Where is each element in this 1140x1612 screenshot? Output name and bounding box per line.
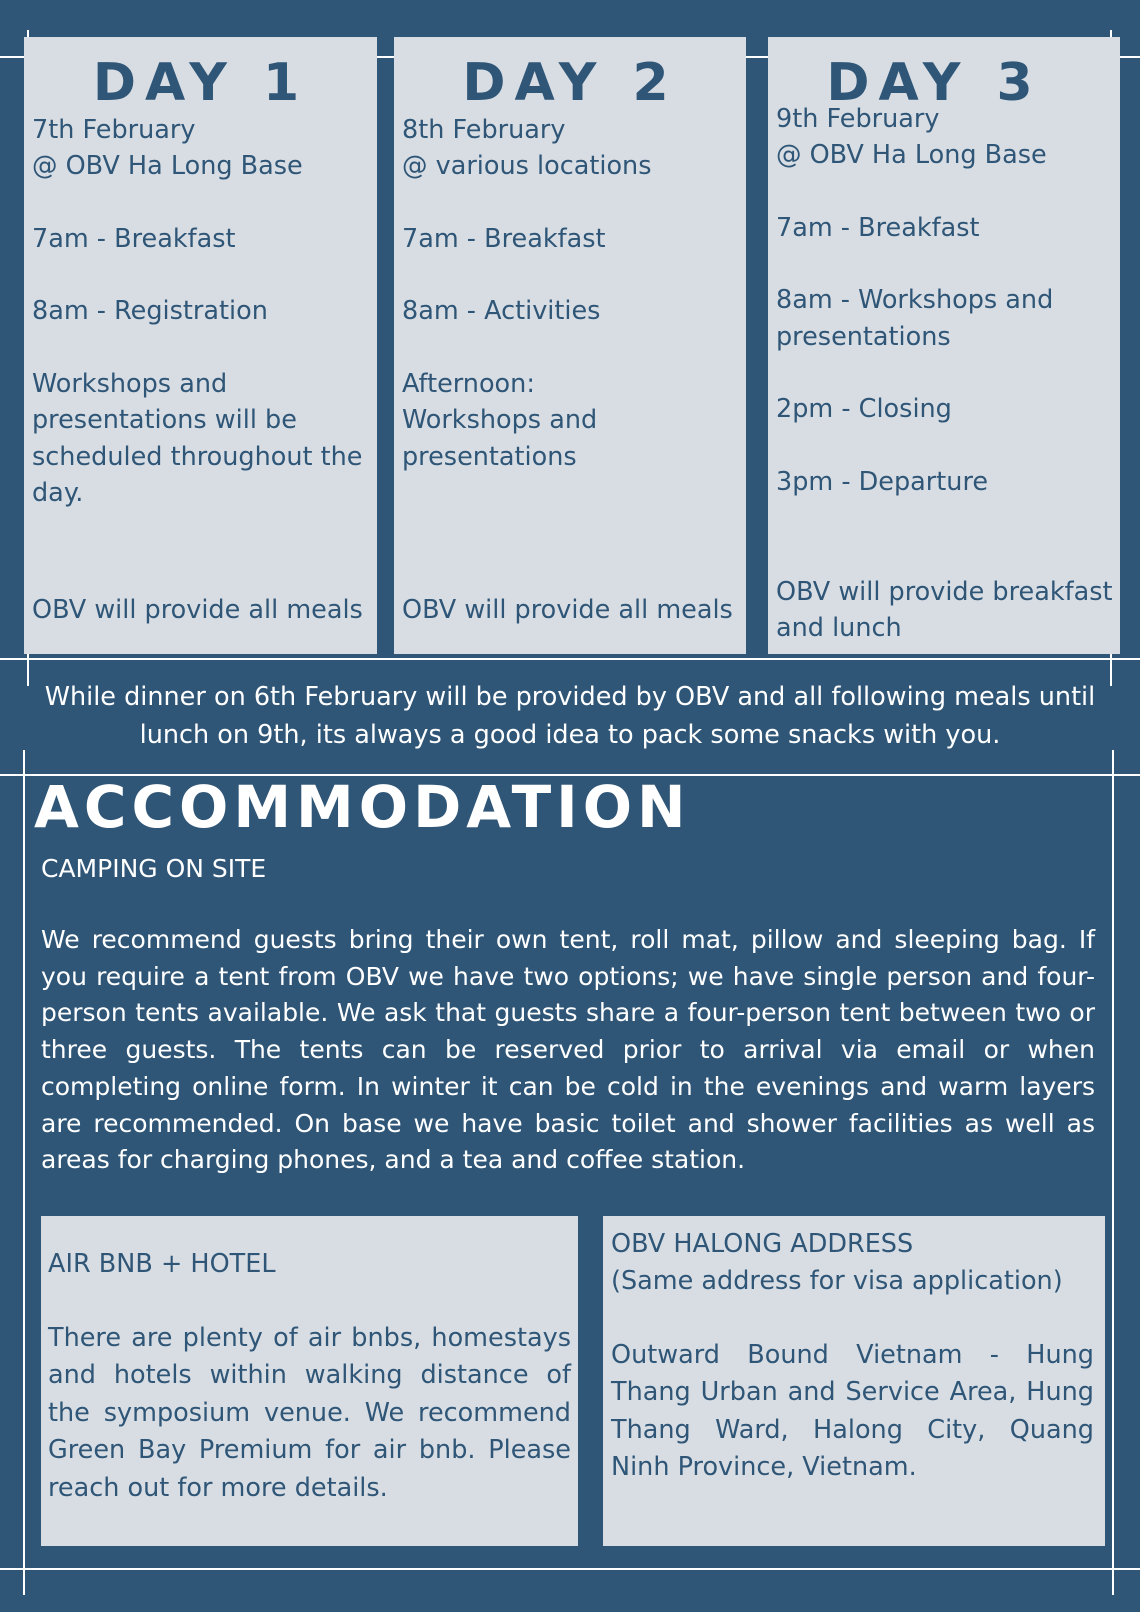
day-3-line: 2pm - Closing — [776, 394, 952, 425]
day-3-schedule — [776, 101, 1114, 500]
address-box — [603, 1216, 1105, 1546]
day-2-title: DAY 2 — [462, 53, 678, 113]
day-2-line: @ various locations — [402, 151, 652, 182]
address-text: Outward Bound Vietnam - Hung Thang Urban and Service Area, Hung Thang Ward, Halong City, Quang Ninh Province, Vietnam. — [611, 1340, 1094, 1483]
meals-note: While dinner on 6th February will be provided by OBV and all following meals until lunch on 9th, its always a good idea to pack some snacks with you. — [44, 682, 1096, 750]
day-2-schedule — [402, 112, 740, 475]
day-2-line: presentations — [402, 441, 577, 472]
day-2-line: 7am - Breakfast — [402, 223, 606, 254]
day-3-line: 7am - Breakfast — [776, 212, 980, 243]
day-1-line: 8am - Registration — [32, 296, 268, 327]
day-1-title: DAY 1 — [92, 53, 309, 113]
day-3-title: DAY 3 — [826, 53, 1042, 113]
day-1-line: Workshops and — [32, 369, 228, 400]
day-1-meals: OBV will provide all meals — [32, 595, 363, 625]
frame-line-bottom — [0, 1568, 1140, 1570]
accommodation-subtitle: CAMPING ON SITE — [41, 854, 267, 883]
frame-line-mid-1 — [0, 658, 1140, 660]
airbnb-text: There are plenty of air bnbs, homestays and hotels within walking distance of the symposium venue. We recommend Green Bay Premium for air bnb. Please reach out for more details. — [48, 1323, 571, 1503]
day-1-card — [24, 37, 377, 654]
address-heading: OBV HALONG ADDRESS — [611, 1229, 914, 1259]
day-2-line: Workshops and — [402, 405, 598, 436]
day-3-line: presentations — [776, 321, 951, 352]
day-3-card — [768, 37, 1120, 654]
day-2-line: 8am - Activities — [402, 296, 601, 327]
airbnb-box — [41, 1216, 578, 1546]
day-1-line: presentations will be — [32, 405, 297, 436]
airbnb-heading: AIR BNB + HOTEL — [48, 1249, 276, 1279]
day-3-line: @ OBV Ha Long Base — [776, 140, 1047, 171]
day-2-line: 8th February — [402, 115, 566, 145]
day-1-line: 7th February — [32, 115, 196, 145]
day-2-line: Afternoon: — [402, 369, 535, 400]
frame-line-right-lower — [1112, 750, 1114, 1595]
day-3-line: 9th February — [776, 104, 940, 134]
day-3-line: 3pm - Departure — [776, 466, 989, 497]
accommodation-description: We recommend guests bring their own tent, roll mat, pillow and sleeping bag. If you require a tent from OBV we have two options; we have single person and four-person tents available. We ask that guests share a four-person tent between two or three guests. The tents can be reserved prior to arrival via email or when completing online form. In winter it can be cold in the evenings and warm layers are recommended. On base we have basic toilet and shower facilities as well as areas for charging phones, and a tea and coffee station. — [41, 925, 1095, 1175]
day-2-meals: OBV will provide all meals — [402, 595, 733, 625]
accommodation-title: ACCOMMODATION — [34, 773, 691, 841]
day-1-line: @ OBV Ha Long Base — [32, 151, 303, 182]
day-1-line: day. — [32, 477, 84, 508]
frame-line-left-lower — [23, 750, 25, 1595]
day-1-line: 7am - Breakfast — [32, 223, 236, 254]
address-subheading: (Same address for visa application) — [611, 1266, 1063, 1296]
day-2-card — [394, 37, 746, 654]
day-1-line: scheduled throughout the — [32, 441, 363, 472]
day-3-line: 8am - Workshops and — [776, 285, 1054, 316]
day-3-meals: OBV will provide breakfast and lunch — [776, 577, 1113, 643]
day-1-schedule — [32, 112, 371, 511]
